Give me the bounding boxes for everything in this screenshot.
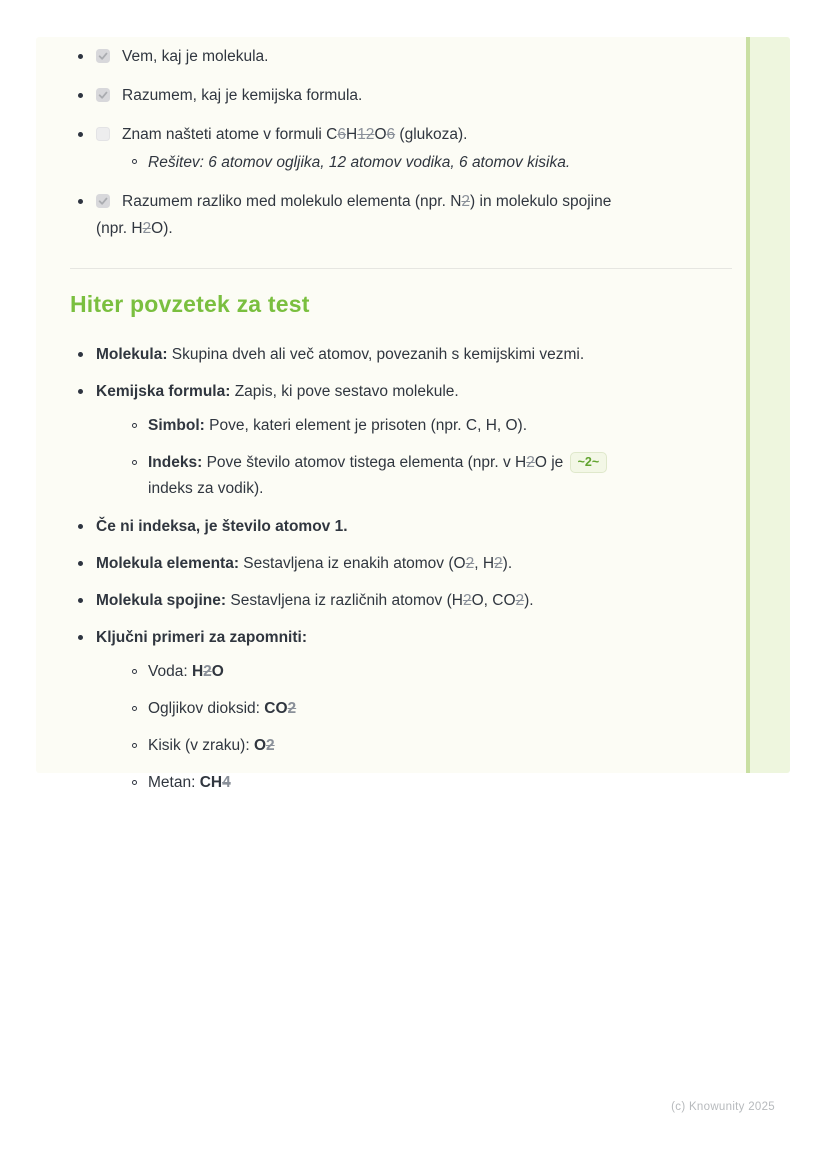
- text-run: (glukoza).: [395, 126, 468, 143]
- text-run: Znam našteti atome v formuli C: [122, 126, 338, 143]
- text-run: Sestavljena iz različnih atomov (H: [226, 592, 463, 609]
- document-content: [70, 37, 718, 808]
- text-run: 2: [526, 454, 535, 471]
- checklist-item: [70, 121, 718, 176]
- text-run: Rešitev: 6 atomov ogljika, 12 atomov vodika, 6 atomov kisika.: [148, 154, 571, 171]
- text-run: Kisik (v zraku):: [148, 737, 254, 754]
- solution-note: [96, 149, 718, 176]
- highlight-strip: [746, 37, 790, 773]
- document-card: [36, 37, 790, 791]
- list-item-text: [96, 555, 512, 572]
- text-run: 6: [386, 126, 396, 143]
- circle-bullet-icon: [132, 423, 137, 428]
- circle-bullet-icon: [132, 706, 137, 711]
- sub-list-item: [96, 696, 718, 722]
- list-item: [70, 625, 718, 796]
- bullet-icon: [78, 635, 83, 640]
- circle-bullet-icon: [132, 669, 137, 674]
- checkbox-unchecked-icon[interactable]: [96, 127, 110, 141]
- bullet-icon: [78, 561, 83, 566]
- sub-list-item-text: [148, 737, 275, 754]
- text-run: Razumem, kaj je kemijska formula.: [122, 87, 363, 104]
- text-run: Metan:: [148, 774, 200, 791]
- text-run: 2: [461, 193, 471, 210]
- summary-list: [70, 342, 718, 796]
- text-run: Ogljikov dioksid:: [148, 700, 265, 717]
- text-run: Vem, kaj je molekula.: [122, 48, 269, 65]
- text-run: CH: [199, 774, 223, 791]
- text-run: Voda:: [148, 663, 192, 680]
- text-run: 2: [494, 555, 503, 572]
- text-run: , H: [474, 555, 495, 572]
- sub-list-item-text: [148, 417, 527, 434]
- sub-list-item: [96, 450, 718, 502]
- list-item: [70, 514, 718, 539]
- text-run: ) in molekulo spojine: [470, 193, 612, 210]
- list-item: [70, 342, 718, 367]
- checklist-item-text: [122, 87, 362, 104]
- text-run: 6: [337, 126, 346, 143]
- bullet-icon: [78, 54, 83, 59]
- bullet-icon: [78, 389, 83, 394]
- text-run: O: [211, 663, 224, 680]
- circle-bullet-icon: [132, 159, 137, 164]
- text-run: Skupina dveh ali več atomov, povezanih s kemijskimi vezmi.: [167, 346, 585, 363]
- checklist-item: [70, 188, 718, 242]
- footer-credit: (c) Knowunity 2025: [671, 1101, 775, 1113]
- checkbox-checked-icon[interactable]: [96, 49, 110, 63]
- text-run: Kemijska formula:: [96, 383, 231, 400]
- bullet-icon: [78, 598, 83, 603]
- text-run: (npr. H: [96, 220, 143, 237]
- list-item-text: [96, 518, 348, 535]
- text-run: O je: [534, 454, 568, 471]
- text-run: ).: [524, 592, 534, 609]
- text-run: Molekula spojine:: [96, 592, 227, 609]
- sub-list-item-text: [148, 663, 224, 680]
- text-run: Molekula elementa:: [96, 555, 239, 572]
- text-run: indeks za vodik).: [148, 480, 264, 497]
- text-run: 2: [465, 555, 475, 572]
- text-run: Pove, kateri element je prisoten (npr. C, H, O).: [204, 417, 528, 434]
- text-run: O: [374, 126, 387, 143]
- text-run: Molekula:: [96, 346, 168, 363]
- sub-list-item: [96, 659, 718, 685]
- text-run: O: [253, 737, 266, 754]
- list-item: [70, 588, 718, 613]
- checklist: [70, 43, 718, 242]
- checklist-item-text: [96, 193, 611, 237]
- sub-list-item: [96, 413, 718, 439]
- index-badge: ~2~: [570, 452, 608, 473]
- text-run: 12: [357, 126, 375, 143]
- text-run: 4: [222, 774, 231, 791]
- section-divider: [70, 268, 732, 269]
- sub-list-item-text: [148, 774, 231, 791]
- circle-bullet-icon: [132, 460, 137, 465]
- text-run: 2: [462, 592, 472, 609]
- checkbox-checked-icon[interactable]: [96, 194, 110, 208]
- sub-list-item: [96, 733, 718, 759]
- list-item-text: [96, 592, 534, 609]
- bullet-icon: [78, 199, 83, 204]
- sub-list: [96, 413, 718, 502]
- checklist-item: [70, 43, 718, 70]
- checklist-item-text: [122, 126, 468, 143]
- text-run: Sestavljena iz enakih atomov (O: [239, 555, 466, 572]
- summary-heading: Hiter povzetek za test: [70, 291, 310, 317]
- text-run: Zapis, ki pove sestavo molekule.: [230, 383, 459, 400]
- text-run: Simbol:: [148, 417, 205, 434]
- checklist-item-text: [122, 48, 268, 65]
- text-run: Če ni indeksa, je število atomov 1.: [96, 518, 348, 535]
- text-run: O, CO: [471, 592, 516, 609]
- circle-bullet-icon: [132, 780, 137, 785]
- sub-list: [96, 659, 718, 796]
- text-run: O).: [151, 220, 173, 237]
- text-run: 2: [142, 220, 152, 237]
- circle-bullet-icon: [132, 743, 137, 748]
- list-item-text: [96, 629, 307, 646]
- sub-list-item-text: [148, 700, 296, 717]
- text-run: CO: [264, 700, 288, 717]
- sub-list-item-text: [148, 454, 609, 497]
- text-run: H: [345, 126, 358, 143]
- list-item-text: [96, 383, 459, 400]
- list-item: [70, 551, 718, 576]
- text-run: Ključni primeri za zapomniti:: [96, 629, 307, 646]
- list-item-text: [96, 346, 584, 363]
- text-run: 2: [515, 592, 525, 609]
- text-run: Razumem razliko med molekulo elementa (npr. N: [122, 193, 462, 210]
- text-run: Indeks:: [148, 454, 203, 471]
- text-run: Pove število atomov tistega elementa (npr. v H: [202, 454, 527, 471]
- text-run: 2: [203, 663, 212, 680]
- bullet-icon: [78, 93, 83, 98]
- text-run: ).: [502, 555, 513, 572]
- text-run: 2: [266, 737, 275, 754]
- text-run: H: [191, 663, 204, 680]
- checkbox-checked-icon[interactable]: [96, 88, 110, 102]
- bullet-icon: [78, 352, 83, 357]
- list-item: [70, 379, 718, 502]
- bullet-icon: [78, 132, 83, 137]
- checklist-item: [70, 82, 718, 109]
- bullet-icon: [78, 524, 83, 529]
- text-run: 2: [287, 700, 297, 717]
- sub-list-item: [96, 770, 718, 796]
